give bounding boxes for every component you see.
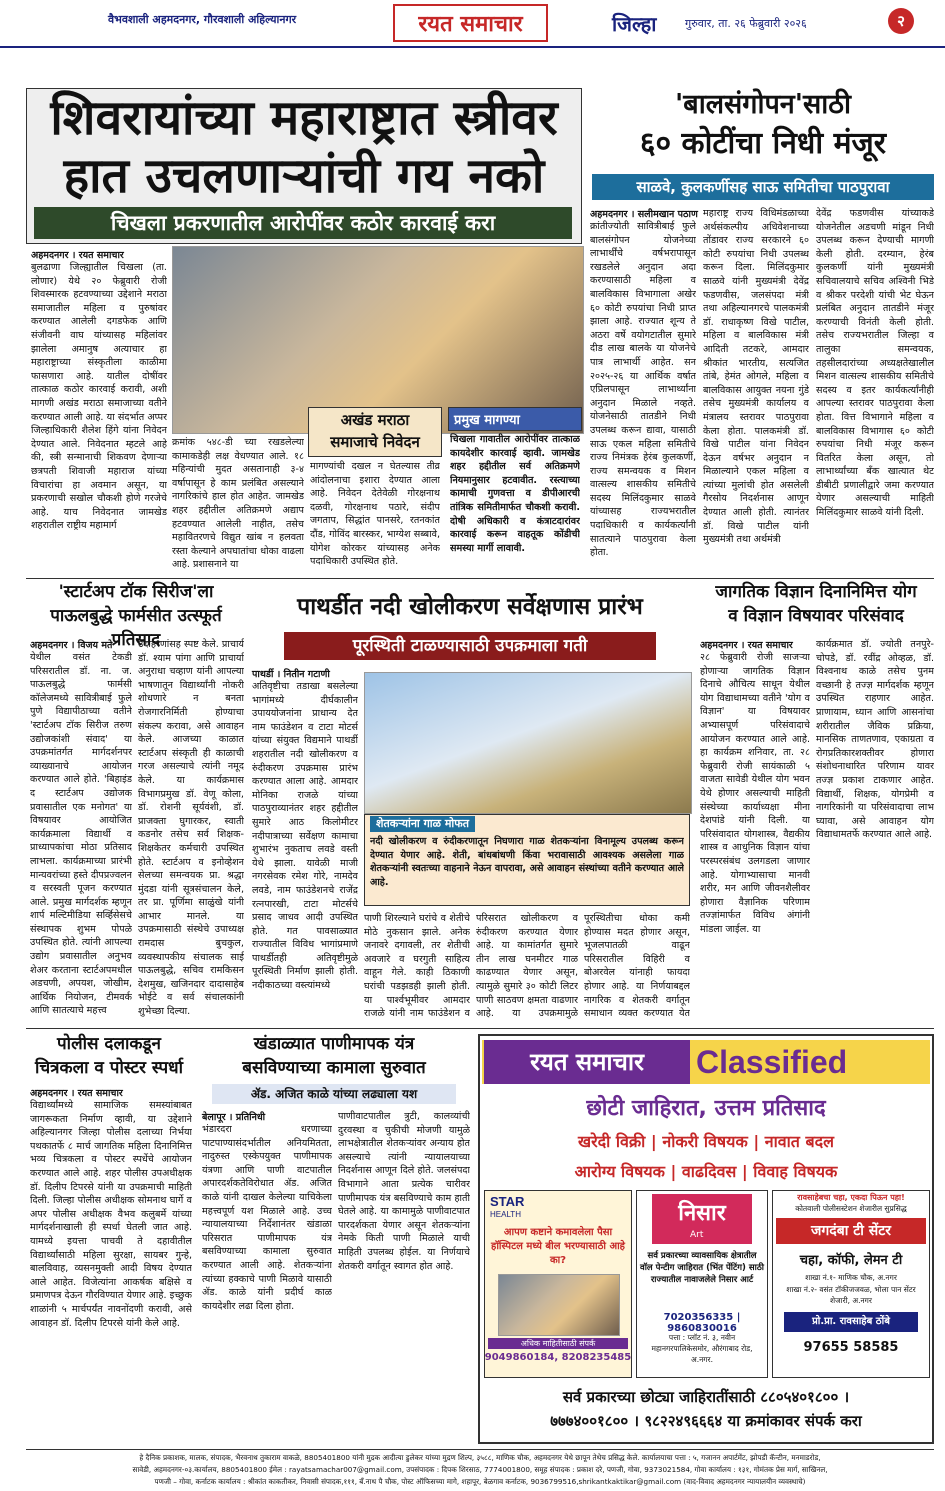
story4-body-col3: परिसरात खोलीकरण व रुंदीकरण करण्यात येणार आहे. या कामांतर्गत सुमारे तीन लाख घनमीटर गाळ काढण्यात येणार असून, त्यामुळे सुमारे ३० कोटी लिटर पाणी साठवण क्षमता वाढणार आहे. या उपक्रमामुळे [476,913,578,1020]
story6-dateline: अहमदनगर । रयत समाचार [30,1088,123,1099]
cat-buy-sell: खरेदी विक्री [578,1132,646,1151]
story1-box1-text: मागण्यांची दखल न घेतल्यास तीव्र आंदोलनाचा इशारा देण्यात आला आहे. निवेदन देतेवेळी गोरक्षनाथ दळवी, गोरक्षनाथ पठारे, संदीप जगताप, सिद्धांत पानसरे, रतनकांत दौंड, गोविंद बारस्कर, भाग्येश सब्बावे, योगेश कोरकर यांच्यासह अनेक पदाधिकारी उपस्थित होते. [310,461,440,568]
story1-box1-title2: समाजाचे निवेदन [330,433,420,451]
story3-headline-line1: 'स्टार्टअप टॉक सिरीज'ला [58,582,214,602]
story3-dateline: अहमदनगर । विजय मते [30,640,113,651]
story4-headline: पाथर्डीत नदी खोलीकरण सर्वेक्षणास प्रारंभ [297,593,643,620]
ad3-owner: प्रो.प्रा. रावसाहेब ठोंबे [784,1312,918,1332]
cat-name-change: नावात बदल [764,1132,834,1151]
story3-body-col1: येथील वसंत टेकडी परिसरातील डॉ. ना. ज. पाऊलबुद्धे फार्मसी कॉलेजमध्ये सावित्रीबाई फुले पुणे विद्यापीठाच्या वतीने 'स्टार्टअप टॉक सिरीज तरुण उद्योजकांशी संवाद' या उपक्रमांतर्गत मार्गदर्शनपर व्याख्यानाचे आयोजन करण्यात आले होते. 'बिहाइंड द स्टार्टअप उद्योजक प्रवासातील एक मनोगत' या विषयावर आयोजित कार्यक्रमाला विद्यार्थी व प्राध्यापकांचा मोठा प्रतिसाद लाभला. कार्यक्रमाच्या प्रारंभी मान्यवरांच्या हस्ते दीपप्रज्वलन व सरस्वती पूजन करण्यात आले. प्रमुख मार्गदर्शक म्हणून शार्प मल्टिमीडिया सर्व्हिसेसचे संस्थापक शुभम पोपळे उपस्थित होते. त्यांनी आपल्या उद्योग प्रवासातील अनुभव शेअर करताना स्टार्टअपमधील अडचणी, अपयश, जोखीम, आर्थिक नियोजन, टीमवर्क आणि सातत्याचे महत्त्व [30,652,132,1017]
cat-birthday: वाढदिवस [681,1162,737,1181]
story6-headline-line1: पोलीस दलाकडून [57,1034,161,1054]
imprint-line1: हे दैनिक प्रकाशक, मालक, संपादक, भैरवनाथ तुकाराम वाकळे, 8805401800 यांनी मुद्रक आदीत्या डुलेकर यांच्या मुद्रण शिल्प, ३५८८, माणिक चौक, अहमदनगर येथे छापून तेथेच प्रसिद्ध केले. कार्यालयाचा पत्ता : ५, गजानन अपार्टमेंट, झोपडी कॅन्टीन, मनमाडरोड, [139,1453,821,1462]
ad3-name: जगदंबा टी सेंटर [776,1218,926,1244]
classified-title2: Classified [696,1044,848,1080]
ad1-phones: 9049860184, 8208235485 [484,1352,632,1363]
story5-headline-line1: जागतिक विज्ञान दिनानिमित्त योग [715,582,917,602]
story4-body-col1: अतिवृष्टीचा तडाखा बसलेल्या भागांमध्ये दीर्घकालीन उपाययोजनांना प्राधान्य देत नाम फाउंडेशन व टाटा मोटर्स यांच्या संयुक्त विद्यमाने पाथर्डी शहरातील नदी खोलीकरण व रुंदीकरण उपक्रमास प्रारंभ करण्यात आला आहे. आमदार मोनिका राजळे यांच्या पाठपुराव्यानंतर शहर हद्दीतील सुमारे आठ किलोमीटर नदीपात्राच्या सर्वेक्षण कामाचा शुभारंभ नुकताच लवडे वस्ती येथे झाला. यावेळी माजी नगरसेवक रमेश गोरे, नामदेव लवडे, नाम फाउंडेशनचे राजेंद्र रत्नपारखी, टाटा मोटर्सचे प्रसाद जाधव आदी उपस्थित होते. गत पावसाळ्यात राज्यातील विविध भागांप्रमाणे पाथर्डीतही अतिवृष्टीमुळे पूरस्थिती निर्माण झाली होती. नदीकाठच्या वस्त्यांमध्ये [252,681,358,992]
header-tagline: वैभवशाली अहमदनगर, गौरवशाली अहिल्यानगर [108,13,297,26]
story5-dateline: अहमदनगर । रयत समाचार [700,640,793,651]
page-number: २ [888,8,914,34]
section-title: जिल्हा [612,12,657,36]
header-rule [0,46,945,48]
story7-headline-line1: खंडाळ्यात पाणीमापक यंत्र [253,1034,415,1054]
story4-subhead: पूरस्थिती टाळण्यासाठी उपक्रमाला गती [284,632,656,660]
story4-box-title: शेतकऱ्यांना गाळ मोफत [370,816,475,832]
story1-box2-text: चिखला गावातील आरोपींवर तात्काळ कायदेशीर कारवाई व्हावी. जामखेड शहर हद्दीतील सर्व अतिक्रमणे नियमानुसार हटवावीत. रस्त्याच्या कामाची गुणवत्ता व डीपीआरची तांत्रिक समितीमार्फत चौकशी करावी. दोषी अधिकारी व कंत्राटदारांवर कारवाई करून वाहतूक कोंडीची समस्या मार्गी लावावी. [450,434,580,554]
story5-body-col2: कार्यक्रमात डॉ. ज्योती तनपुरे-चोपडे, डॉ. रवींद्र ओव्हळ, डॉ. विश्वनाथ काळे तसेच पुनम वच्छानी हे तज्ज्ञ मार्गदर्शक म्हणून उपस्थित राहणार आहेत. प्राणायाम, ध्यान आणि आसनांचा शरीरातील जैविक प्रक्रिया, मानसिक ताणतणाव, एकाग्रता व रोगप्रतिकारशक्तीवर होणारा संशोधनाधारित परिणाम यावर तज्ज्ञ प्रकाश टाकणार आहेत. विद्यार्थी, शिक्षक, योगप्रेमी व नागरिकांनी या परिसंवादाचा लाभ घ्यावा, असे आवाहन योग विद्याधामतर्फे करण्यात आले आहे. [816,639,934,841]
story1-headline-line2: हात उचलणाऱ्यांची गय नको [63,148,545,204]
story4-dateline: पाथर्डी । नितीन गटाणी [252,669,330,680]
ad3-top2: कोतवाली पोलीसस्टेशन शेजारील सुप्रसिद्ध [795,1204,907,1213]
story7-body-col1: भंडारदरा धरणाच्या पाटपाण्यासंदर्भातील अनियमितता, नादुरुस्त एस्केपयुक्त पाणीमापक यंत्रणा आणि पाणी वाटपातील अपारदर्शकतेविरोधात ॲड. अजित काळे यांनी दाखल केलेल्या याचिकेला महत्त्वपूर्ण यश मिळाले आहे. उच्च न्यायालयाच्या निर्देशानंतर खंडाळा परिसरात पाणीमापक यंत्र बसविण्याच्या कामाला सुरुवात करण्यात आली आहे. शेतकऱ्यांना त्यांच्या हक्काचे पाणी मिळावे यासाठी ॲड. काळे यांनी प्रदीर्घ काळ कायदेशीर लढा दिला होता. [202,1124,332,1312]
story7-headline-line2: बसविण्याच्या कामाला सुरुवात [242,1058,426,1078]
issue-date: गुरुवार, ता. २६ फेब्रुवारी २०२६ [685,17,807,30]
story1-subhead: चिखला प्रकरणातील आरोपींवर कठोर कारवाई करा [34,207,572,239]
story1-body-col1: बुलढाणा जिल्ह्यातील चिखला (ता. लोणार) येथे २० फेब्रुवारी रोजी शिवस्मारक हटवण्याच्या उद्देशाने मराठा समाजातील महिला व पुरुषांवर करण्यात आलेली दगडफेक आणि संजीवनी वाघ यांच्यासह महिलांवर झालेला अमानुष अत्याचार हा महाराष्ट्राच्या संस्कृतीला काळीमा फासणारा आहे. यातील दोषींवर तात्काळ कठोर कारवाई करावी, अशी मागणी अखंड मराठा समाजाच्या वतीने करण्यात आली आहे. या संदर्भात अप्पर जिल्हाधिकारी शैलेश हिंगे यांना निवेदन देण्यात आले. निवेदनात म्हटले आहे की, स्त्री सन्मानाची शिकवण देणाऱ्या छत्रपती शिवाजी महाराज यांच्या विचारांचा हा अवमान असून, या प्रकरणाची सखोल चौकशी होणे गरजेचे आहे. याच निवेदनात जामखेड शहरातील राष्ट्रीय महामार्ग [31,262,167,532]
story4-box-text: नदी खोलीकरण व रुंदीकरणातून निघणारा गाळ शेतकऱ्यांना विनामूल्य उपलब्ध करून देण्यात येणार आहे. शेती, बांधबांधणी किंवा भरावासाठी आवश्यक असलेला गाळ शेतकऱ्यांनी स्वतःच्या वाहनाने नेऊन वापरावा, असे आवाहन संस्थांच्या वतीने करण्यात आले आहे. [370,836,684,888]
story2-subhead: साळवे, कुलकर्णीसह साऊ समितीचा पाठपुरावा [592,174,934,200]
story3-headline-line2: पाऊलबुद्धे फार्मसीत उत्स्फूर्त प्रतिसाद [50,606,222,650]
story4-photo [364,672,692,814]
story1-box2-title: प्रमुख मागण्या [454,413,520,428]
classified-footer-line2: ७७७४००१८०० । ९८२२४९६६६४ या क्रमांकावर संपर्क करा [550,1412,862,1430]
ad1-brand: STAR [490,1194,525,1209]
classified-footer-line1: सर्व प्रकारच्या छोट्या जाहिरातींसाठी ८८०५४०१८०० । [562,1388,850,1406]
footer-rule [26,1449,934,1450]
classified-title1: रयत समाचार [484,1040,690,1084]
story2-headline-line1: 'बालसंगोपन'साठी [675,89,851,120]
story4-body-col2: पाणी शिरल्याने घरांचे व शेतीचे मोठे नुकसान झाले. अनेक जनावरे दगावली, तर शेतीची अवजारे व घरगुती साहित्य वाहून गेले. काही ठिकाणी घरांची पडझडही झाली होती. या पार्श्वभूमीवर आमदार राजळे यांनी नाम फाउंडेशन व [364,913,470,1020]
story1-box1-title1: अखंड मराठा [340,411,410,429]
classified-categories-row1: खरेदी विक्री | नोकरी विषयक | नावात बदल [578,1132,834,1151]
ad3-branch2: शाखा नं.२- वसंत टॉकीजजवळ, भोला पान सेंटर शेजारी, अ.नगर [786,1285,916,1305]
story4-body-col4: पूरस्थितीचा धोका कमी होण्यास मदत होणार असून, भूजलपातळी वाढून परिसरातील विहिरी व बोअरवेल यांनाही फायदा होणार आहे. या निर्णयाबद्दल नागरिक व शेतकरी वर्गातून समाधान व्यक्त करण्यात येत [584,913,690,1020]
story5-body-col1: २८ फेब्रुवारी रोजी साजऱ्या होणाऱ्या जागतिक विज्ञान दिनाचे औचित्य साधून येथील योग विद्याधामच्या वतीने 'योग व विज्ञान' या विषयावर अभ्यासपूर्ण परिसंवादाचे आयोजन करण्यात आले आहे. हा कार्यक्रम शनिवार, ता. २८ फेब्रुवारी रोजी सायंकाळी ५ वाजता सावेडी येथील योग भवन येथे होणार असल्याची माहिती संस्थेच्या कार्याध्यक्षा मीना देशपांडे यांनी दिली. या परिसंवादात योगशास्त्र, वैद्यकीय शास्त्र व आधुनिक विज्ञान यांचा परस्परसंबंध उलगडला जाणार आहे. योगाभ्यासाचा मानवी शरीर, मन आणि जीवनशैलीवर होणारा वैज्ञानिक परिणाम तज्ज्ञांमार्फत विविध अंगांनी मांडला जाईल. या [700,652,810,935]
cat-marriage: विवाह विषयक [753,1162,838,1181]
ad2-brand-sub: Art [690,1230,704,1240]
story7-subhead: ॲड. अजित काळे यांच्या लढ्याला यश [212,1084,456,1104]
ad2-phones: 7020356335 | 9860830016 [663,1312,741,1334]
story2-body-col3: देवेंद्र फडणवीस यांच्याकडे योजनेतील अडचणी मांडून निधी उपलब्ध करून देण्याची मागणी केली होती. दरम्यान, हेरंब कुलकर्णी यांनी मुख्यमंत्री सचिवालयाचे सचिव अश्विनी भिडे व श्रीकर परदेशी यांची भेट घेऊन प्रलंबित अनुदान तातडीने मंजूर करण्याची विनंती केली होती. तसेच राज्यभरातील जिल्हा व तालुका समन्वयक, तहसीलदारांच्या अध्यक्षतेखालील मिशन वात्सल्य शासकीय समितीचे सदस्य व इतर कार्यकर्त्यांनीही आपल्या स्तरावर पाठपुरावा केला होता. वित्त विभागाने महिला व बालविकास विभागास ६० कोटी रुपयांचा निधी मंजूर करून वितरित केला असून, तो लाभार्थ्यांच्या बँक खात्यात थेट डीबीटी प्रणालीद्वारे जमा करण्यात येणार असल्याची माहिती मिलिंदकुमार साळवे यांनी दिली. [816,208,934,519]
ad1-brand-sub: HEALTH [490,1210,521,1219]
classified-categories-row2: आरोग्य विषयक | वाढदिवस | विवाह विषयक [574,1162,838,1181]
story2-dateline: अहमदनगर । सलीमखान पठाण [590,209,698,220]
story7-body-col2: पाणीवाटपातील त्रुटी, कालव्यांची दुरवस्था व चुकीची मोजणी यामुळे लाभक्षेत्रातील शेतकऱ्यांवर अन्याय होत असल्याचे त्यांनी न्यायालयाच्या निदर्शनास आणून दिले होते. जलसंपदा विभागाने आता प्रत्येक चारीवर पाणीमापक यंत्र बसविण्याचे काम हाती घेतले आहे. या कामामुळे पाणीवाटपात पारदर्शकता येणार असून शेतकऱ्यांना नेमके किती पाणी मिळाले याची माहिती उपलब्ध होईल. या निर्णयाचे शेतकरी वर्गातून स्वागत होत आहे. [338,1111,470,1272]
story2-body-col1: क्रांतीज्योती सावित्रीबाई फुले बालसंगोपन योजनेच्या लाभार्थींचे वर्षभरापासून रखडलेले अनुदान अदा करण्यासाठी महिला व बालविकास विभागाला अखेर ६० कोटी रुपयांचा निधी प्राप्त झाला आहे. राज्यात शून्य ते अठरा वर्षे वयोगटातील सुमारे दीड लाख बालके या योजनेचे पात्र लाभार्थी आहेत. सन २०२५-२६ या आर्थिक वर्षात एप्रिलपासून लाभार्थ्यांना अनुदान मिळाले नव्हते. योजनेसाठी तातडीने निधी उपलब्ध करून द्यावा, यासाठी साऊ एकल महिला समितीचे राज्य निमंत्रक हेरंब कुलकर्णी, राज्य समन्वयक व मिशन वात्सल्य शासकीय समितीचे सदस्य मिलिंदकुमार साळवे यांच्यासह राज्यभरातील पदाधिकारी व कार्यकर्त्यांनी सातत्याने पाठपुरावा केला होता. [590,221,696,559]
ad2-address: पत्ता : प्लॉट नं. ३, नवीन महानगरपालिकेसमोर, औरंगाबाद रोड, अ.नगर. [651,1333,753,1364]
ad2-text: सर्व प्रकारच्या व्यावसायिक क्षेत्रातील वॉल पेन्टीग जाहिरात (भिंत पेंटिंग) साठी राज्यातील नावाजलेले निसार आर्ट [640,1251,764,1285]
ad3-top: रावसाहेबचा चहा, एकदा पिऊन पहा! [797,1193,905,1202]
story1-headline-line1: शिवरायांच्या महाराष्ट्रात स्त्रीवर [50,90,558,146]
story1-dateline: अहमदनगर । रयत समाचार [31,250,124,261]
row-divider-2 [26,1028,934,1029]
ad1-contact-label: अधिक माहितीसाठी संपर्क [488,1338,628,1349]
story3-body-col2: उदाहरणांसह स्पष्ट केले. प्राचार्य डॉ. श्याम पांगा आणि प्राचार्या अनुराधा चव्हाण यांनी आपल्या भाषणातून विद्यार्थ्यांनी नोकरी शोधणारे न बनता रोजगारनिर्मिती होण्याचा संकल्प करावा, असे आवाहन केले. आजच्या काळात स्टार्टअप संस्कृती ही काळाची गरज असल्याचे त्यांनी नमूद केले. या कार्यक्रमास विभागप्रमुख डॉ. वेणू कोला, डॉ. रोशनी सूर्यवंशी, डॉ. प्राजक्ता घुगारकर, स्वाती कडनोर तसेच सर्व शिक्षक-शिक्षकेतर कर्मचारी उपस्थित होते. स्टार्टअप व इनोव्हेशन सेलच्या समन्वयक प्रा. श्रद्धा मुंदडा यांनी सूत्रसंचालन केले, तर प्रा. पूर्णिमा साळुंखे यांनी आभार मानले. या उपक्रमासाठी संस्थेचे उपाध्यक्ष रामदास बुचकुल, व्यवस्थापकीय संचालक साई पाऊलबुद्धे, सचिव रामकिसन देशमुख, खजिनदार दादासाहेब भोईटे व सर्व संचालकांनी शुभेच्छा दिल्या. [138,639,244,1018]
story5-headline-line2: व विज्ञान विषयावर परिसंवाद [728,606,904,626]
story1-body-col2: क्रमांक ५४८-डी च्या रखडलेल्या कामाकडेही लक्ष वेधण्यात आले. १८ महिन्यांची मुदत असतानाही ३-४ वर्षापासून हे काम प्रलंबित असल्याने नागरिकांचे हाल होत आहेत. जामखेड शहर हद्दीतील अतिक्रमणे अद्याप हटवण्यात आलेली नाहीत, तसेच महावितरणचे विद्युत खांब न हलवता रस्ता केल्याने अपघातांचा धोका वाढला आहे. प्रशासनाने या [172,437,304,571]
ad1-image [498,1274,620,1336]
ad1-headline: आपण कष्टाने कमावलेला पैसा हॉस्पिटल मध्ये बील भरण्यासाठी आहे का? [491,1227,625,1266]
ad2-brand: निसार [652,1194,752,1244]
story2-body-col2: महाराष्ट्र राज्य विधिमंडळाच्या अर्थसंकल्पीय अधिवेशनाच्या तोंडावर राज्य सरकारने ६० कोटी रुपयांचा निधी उपलब्ध करून दिला. मिलिंदकुमार साळवे यांनी मुख्यमंत्री देवेंद्र फडणवीस, जलसंपदा मंत्री तथा अहिल्यानगरचे पालकमंत्री डॉ. राधाकृष्ण विखे पाटील, महिला व बालविकास मंत्री आदिती तटकरे, आमदार श्रीकांत भारतीय, सत्यजित तांबे, हेमंत ओगले, महिला व बालविकास आयुक्त नयना गुंडे तसेच मुख्यमंत्री कार्यालय व मंत्रालय स्तरावर पाठपुरावा केला होता. पालकमंत्री डॉ. विखे पाटील यांना निवेदन देऊन वर्षभर अनुदान न मिळाल्याने एकल महिला व त्यांच्या मुलांची होत असलेली गैरसोय निदर्शनास आणून देण्यात आली होती. त्यानंतर डॉ. विखे पाटील यांनी मुख्यमंत्री तथा अर्थमंत्री [703,208,809,546]
cat-health: आरोग्य विषयक [574,1162,665,1181]
story6-body: विद्यार्थ्यांमध्ये सामाजिक समस्यांबाबत जागरूकता निर्माण व्हावी, या उद्देशाने अहिल्यानगर जिल्हा पोलीस दलाच्या निर्भया पथकातर्फे ८ मार्च जागतिक महिला दिनानिमित्त भव्य चित्रकला व पोस्टर स्पर्धेचे आयोजन करण्यात आले आहे. शहर पोलीस उपअधीक्षक डॉ. दिलीप टिपरसे यांनी या उपक्रमाची माहिती दिली. जिल्हा पोलीस अधीक्षक सोमनाथ घार्गे व अपर पोलीस अधीक्षक वैभव कलुबर्मे यांच्या मार्गदर्शनाखाली ही स्पर्धा घेतली जात आहे. यामध्ये इयत्ता पाचवी ते दहावीतील विद्यार्थ्यांसाठी महिला सुरक्षा, सायबर गुन्हे, बालविवाह, व्यसनमुक्ती आदी विषय देण्यात आले आहेत. विजेत्यांना आकर्षक बक्षिसे व प्रमाणपत्र देऊन गौरविण्यात येणार आहे. इच्छुक शाळांनी ५ मार्चपर्यंत नावनोंदणी करावी, असे आवाहन डॉ. दिलीप टिपरसे यांनी केले आहे. [30,1100,192,1329]
ad3-phone: 97655 58585 [803,1340,899,1355]
ad3-branch1: शाखा नं.१- माणिक चौक, अ.नगर [805,1273,897,1282]
imprint-line3: पणजी – गोवा, कर्नाटक कार्यालय : श्रीकांत काकतीकर, निवासी संपादक,१११, बँ.नाथ पै चौक, पोस्ट ऑफिसच्या मागे, शहापूर, बेळगाव कर्नाटक, 9036799516,shrikantkaktikar@gmail.com (वाद-विवाद अहमदनगर न्यायालयीन व्यवस्थाचे) [154,1477,806,1486]
masthead: रयत समाचार [393,4,548,42]
ad3-items: चहा, कॉफी, लेमन टी [799,1253,903,1268]
cat-jobs: नोकरी विषयक [662,1132,748,1151]
story7-dateline: बेलापूर । प्रतिनिधी [202,1112,266,1123]
row-divider-1 [26,578,934,579]
story2-headline-line2: ६० कोटींचा निधी मंजूर [639,126,887,161]
story6-headline-line2: चित्रकला व पोस्टर स्पर्धा [34,1058,184,1078]
imprint-line2: सावेडी, अहमदनगर-०३.कार्यालय, 8805401800 ईमेल : rayatsamachar007@gmail.com, उपसंपादक : दिपक शिरसाठ, 7774001800, समूह संपादक : प्रकाश दरे, पणजी, गोवा, 9373021584, गोवा कार्यालय : १३१, गोमंतक प्रेस मार्ग, साखिनल, [132,1465,828,1474]
story1-photo [172,246,584,434]
classified-tagline: छोटी जाहिरात, उत्तम प्रतिसाद [586,1096,826,1121]
